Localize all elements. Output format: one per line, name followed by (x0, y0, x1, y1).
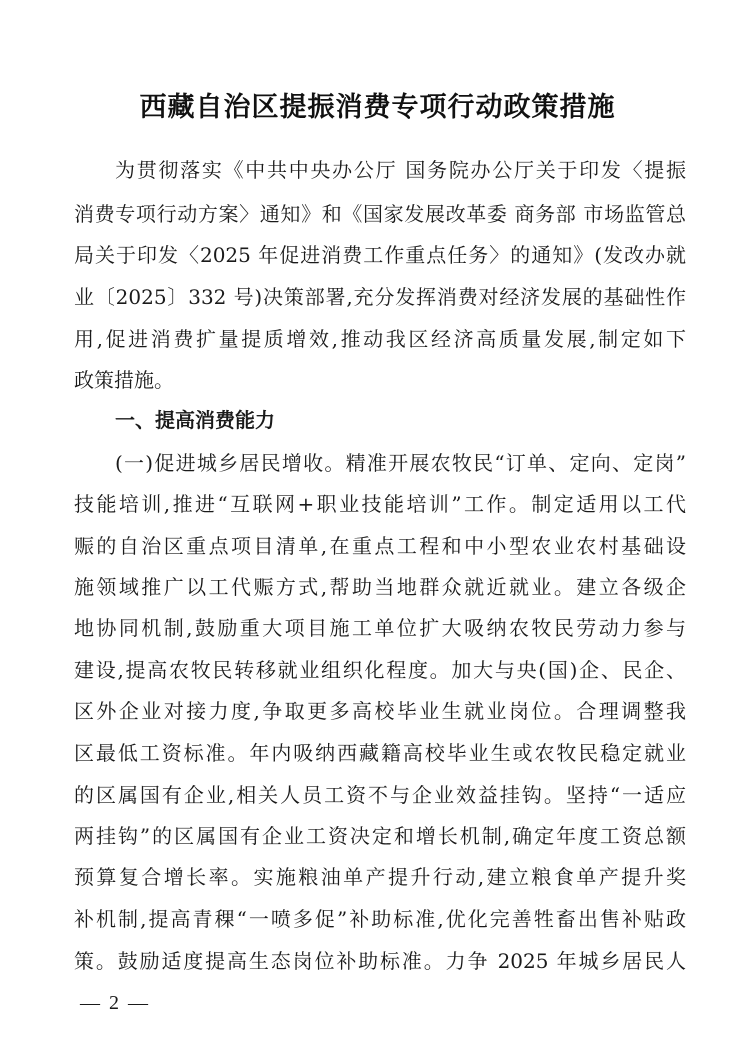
text-line: 建设,提高农牧民转移就业组织化程度。加大与央(国)企、民企、 (74, 658, 686, 682)
text-line: 预算复合增长率。实施粮油单产提升行动,建立粮食单产提升奖 (74, 865, 686, 889)
page-number: — 2 — (80, 992, 150, 1014)
text-line: 区最低工资标准。年内吸纳西藏籍高校毕业生或农牧民稳定就业 (74, 741, 686, 765)
text-line: 用,促进消费扩量提质增效,推动我区经济高质量发展,制定如下 (74, 327, 686, 351)
text-line: 的区属国有企业,相关人员工资不与企业效益挂钩。坚持“一适应 (74, 783, 686, 807)
document-title: 西藏自治区提振消费专项行动政策措施 (139, 92, 616, 123)
text-line: 业〔2025〕332 号)决策部署,充分发挥消费对经济发展的基础性作 (74, 285, 686, 309)
text-line: 两挂钩”的区属国有企业工资决定和增长机制,确定年度工资总额 (74, 824, 686, 848)
text-line: 局关于印发〈2025 年促进消费工作重点任务〉的通知》(发改办就 (74, 243, 686, 267)
text-line: 为贯彻落实《中共中央办公厅 国务院办公厅关于印发〈提振 (115, 158, 686, 182)
text-line: 赈的自治区重点项目清单,在重点工程和中小型农业农村基础设 (74, 534, 686, 558)
text-line: 补机制,提高青稞“一喷多促”补助标准,优化完善牲畜出售补贴政 (74, 907, 686, 931)
text-line: 政策措施。 (74, 368, 174, 392)
section-heading: 一、提高消费能力 (115, 408, 275, 432)
text-line: 消费专项行动方案〉通知》和《国家发展改革委 商务部 市场监管总 (74, 202, 686, 226)
text-line: 策。鼓励适度提高生态岗位补助标准。力争 2025 年城乡居民人 (74, 949, 686, 973)
text-line: 区外企业对接力度,争取更多高校毕业生就业岗位。合理调整我 (74, 699, 686, 723)
text-line: 施领域推广以工代赈方式,帮助当地群众就近就业。建立各级企 (74, 575, 686, 599)
text-line: (一)促进城乡居民增收。精准开展农牧民“订单、定向、定岗” (115, 451, 686, 475)
text-line: 技能培训,推进“互联网+职业技能培训”工作。制定适用以工代 (74, 492, 686, 516)
text-line: 地协同机制,鼓励重大项目施工单位扩大吸纳农牧民劳动力参与 (74, 616, 686, 640)
